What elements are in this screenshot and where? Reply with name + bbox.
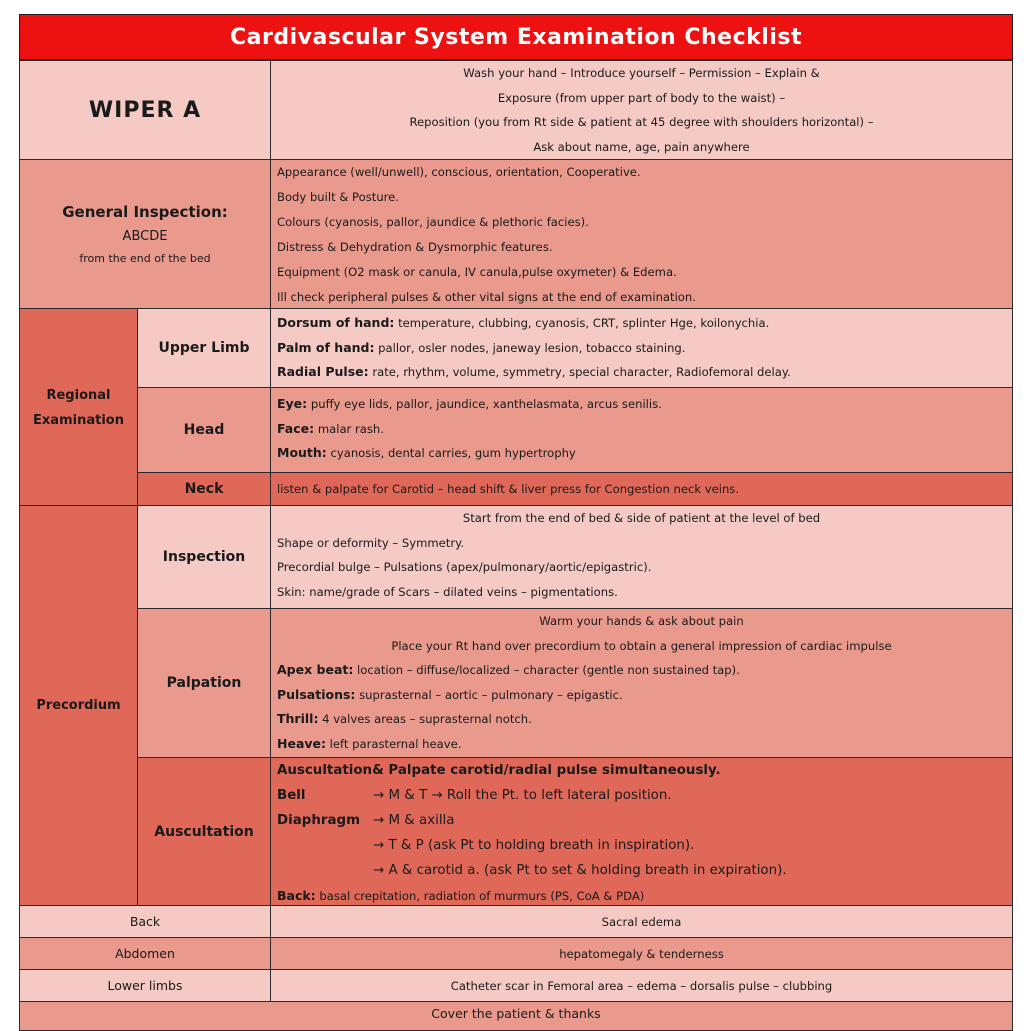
upper-limb-line — [277, 360, 1006, 385]
lower-limbs-content: Catheter scar in Femoral area – edema – dorsalis pulse – clubbing — [450, 978, 833, 993]
palpation-content-cell — [270, 608, 1013, 758]
abdomen-content: hepatomegaly & tenderness — [559, 946, 724, 961]
upper-limb-content-cell — [270, 308, 1013, 388]
line-text: temperature, clubbing, cyanosis, CRT, splinter Hge, koilonychia. — [394, 316, 770, 330]
regional-label-2: Examination — [33, 413, 124, 428]
inspection-header: Start from the end of bed & side of patient at the level of bed — [462, 511, 821, 525]
auscultation-diaphragm-row — [277, 808, 1006, 833]
wiper-label: WIPER A — [88, 97, 202, 123]
inspection-label-cell — [137, 505, 271, 609]
palpation-label-cell — [137, 608, 271, 758]
line-key: Dorsum of hand: — [277, 315, 395, 330]
neck-label: Neck — [184, 481, 224, 497]
general-line: Body built & Posture. — [277, 190, 399, 204]
inspection-content-cell — [270, 505, 1013, 609]
line-key: Heave: — [277, 735, 326, 751]
lower-limbs-content-cell — [270, 969, 1013, 1002]
neck-content-cell — [270, 472, 1013, 506]
back-text: basal crepitation, radiation of murmurs (PS, CoA & PDA) — [315, 889, 645, 903]
auscultation-line — [277, 858, 1006, 883]
bell-text: → M & T → Roll the Pt. to left lateral position. — [373, 788, 672, 803]
abdomen-label-cell — [19, 937, 271, 970]
line-key: Pulsations: — [277, 686, 356, 702]
auscultation-content-cell — [270, 757, 1013, 906]
auscultation-back-row — [277, 883, 1006, 906]
regional-label-cell — [19, 308, 138, 506]
palpation-line — [277, 658, 1006, 683]
general-label-cell — [19, 159, 271, 309]
back-content-cell — [270, 905, 1013, 938]
neck-label-cell — [137, 472, 271, 506]
general-line: Colours (cyanosis, pallor, jaundice & plethoric facies). — [277, 215, 589, 229]
head-label-cell — [137, 387, 271, 473]
line-key: Thrill: — [277, 711, 319, 726]
general-line: Equipment (O2 mask or canula, IV canula,pulse oxymeter) & Edema. — [277, 265, 677, 279]
auscultation-tp-text: → T & P (ask Pt to holding breath in inspiration). — [373, 838, 695, 853]
diaphragm-text: → M & axilla — [373, 813, 455, 828]
head-line — [277, 441, 1006, 466]
back-label: Back — [129, 914, 161, 929]
palpation-line — [277, 732, 1006, 757]
page-title: Cardivascular System Examination Checklist — [19, 14, 1013, 60]
inspection-line: Precordial bulge – Pulsations (apex/pulmonary/aortic/epigastric). — [277, 560, 652, 575]
wiper-line: Exposure (from upper part of body to the waist) – — [497, 90, 786, 105]
palpation-label: Palpation — [166, 675, 242, 691]
palpation-header: Warm your hands & ask about pain — [539, 614, 744, 628]
back-content: Sacral edema — [601, 914, 682, 929]
line-key: Apex beat: — [277, 662, 354, 677]
inspection-line: Skin: name/grade of Scars – dilated veins – pigmentations. — [277, 584, 618, 599]
line-text: malar rash. — [314, 421, 384, 436]
auscultation-label-cell — [137, 757, 271, 906]
lower-limbs-label: Lower limbs — [107, 978, 183, 993]
line-text: location – diffuse/localized – character (gentle non sustained tap). — [353, 663, 740, 677]
general-label: General Inspection: — [62, 203, 228, 221]
regional-label-1: Regional — [46, 388, 111, 403]
general-line: Ill check peripheral pulses & other vital signs at the end of examination. — [277, 290, 696, 304]
back-label-cell — [19, 905, 271, 938]
diaphragm-key: Diaphragm — [277, 813, 361, 828]
line-text: rate, rhythm, volume, symmetry, special character, Radiofemoral delay. — [368, 365, 791, 380]
auscultation-line: Auscultation& Palpate carotid/radial pulse simultaneously. — [277, 763, 721, 778]
auscultation-a-text: → A & carotid a. (ask Pt to set & holding breath in expiration). — [373, 863, 787, 878]
line-key: Eye: — [277, 396, 308, 411]
head-label: Head — [183, 422, 225, 438]
lower-limbs-label-cell — [19, 969, 271, 1002]
wiper-line: Wash your hand – Introduce yourself – Permission – Explain & — [463, 66, 820, 80]
general-content-cell — [270, 159, 1013, 309]
wiper-content-cell — [270, 60, 1013, 160]
head-line — [277, 392, 1006, 417]
bell-key: Bell — [277, 788, 306, 803]
line-text: puffy eye lids, pallor, jaundice, xanthelasmata, arcus senilis. — [307, 397, 662, 411]
footer-cell — [19, 1001, 1013, 1031]
abdomen-label: Abdomen — [115, 946, 175, 961]
palpation-line — [277, 707, 1006, 732]
upper-limb-label-cell — [137, 308, 271, 388]
checklist-sheet — [19, 14, 1013, 1024]
general-line: Appearance (well/unwell), conscious, orientation, Cooperative. — [277, 165, 641, 179]
line-key: Palm of hand: — [277, 339, 375, 355]
inspection-line: Shape or deformity – Symmetry. — [277, 535, 464, 550]
general-sub2: from the end of the bed — [79, 252, 211, 265]
line-key: Mouth: — [277, 445, 327, 461]
line-key: Face: — [277, 420, 315, 436]
line-text: suprasternal – aortic – pulmonary – epigastic. — [355, 687, 623, 702]
precordium-label: Precordium — [36, 698, 121, 713]
precordium-label-cell — [19, 505, 138, 906]
wiper-label-cell — [19, 60, 271, 160]
head-line — [277, 417, 1006, 442]
wiper-line: Reposition (you from Rt side & patient at 45 degree with shoulders horizontal) – — [409, 115, 874, 130]
line-text: cyanosis, dental carries, gum hypertrophy — [326, 446, 576, 461]
wiper-line: Ask about name, age, pain anywhere — [533, 139, 750, 154]
palpation-header: Place your Rt hand over precordium to obtain a general impression of cardiac impulse — [391, 638, 892, 653]
neck-text: listen & palpate for Carotid – head shift & liver press for Congestion neck veins. — [277, 482, 740, 496]
upper-limb-line — [277, 311, 1006, 336]
footer-text: Cover the patient & thanks — [431, 1006, 601, 1021]
upper-limb-label: Upper Limb — [158, 340, 250, 356]
auscultation-label: Auscultation — [154, 823, 254, 840]
general-sub1: ABCDE — [122, 229, 168, 244]
general-line: Distress & Dehydration & Dysmorphic features. — [277, 240, 553, 254]
line-text: left parasternal heave. — [326, 736, 462, 751]
upper-limb-line — [277, 336, 1006, 361]
line-text: 4 valves areas – suprasternal notch. — [318, 712, 532, 726]
head-content-cell — [270, 387, 1013, 473]
line-text: pallor, osler nodes, janeway lesion, tobacco staining. — [374, 340, 686, 355]
back-key: Back: — [277, 888, 316, 903]
line-key: Radial Pulse: — [277, 364, 369, 380]
palpation-line — [277, 683, 1006, 708]
inspection-label: Inspection — [162, 549, 246, 565]
auscultation-line — [277, 833, 1006, 858]
abdomen-content-cell — [270, 937, 1013, 970]
auscultation-bell-row — [277, 783, 1006, 808]
